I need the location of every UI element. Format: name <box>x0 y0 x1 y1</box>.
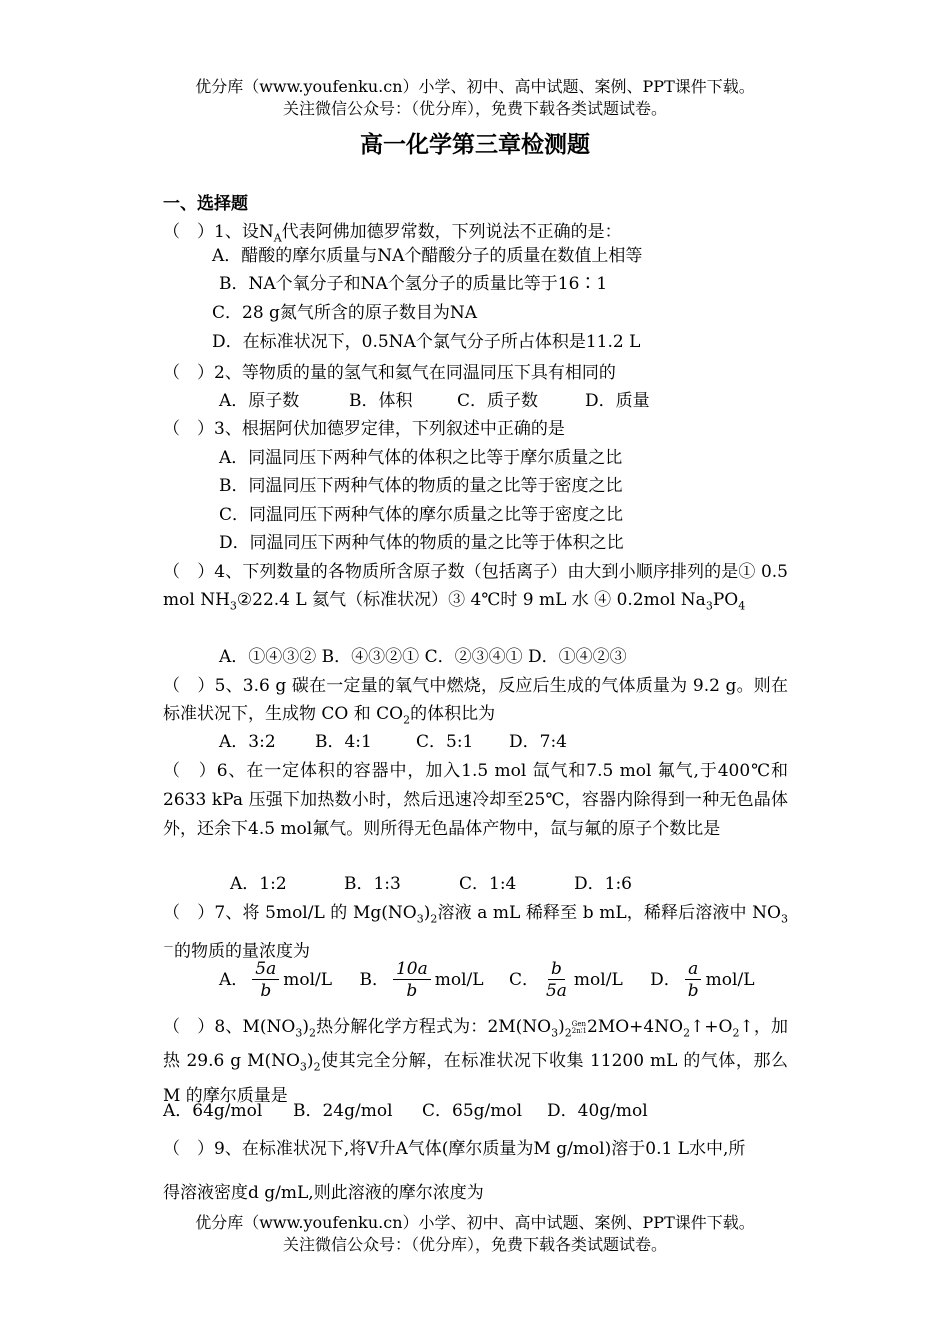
header-line-2: 关注微信公众号：（优分库），免费下载各类试题试卷。 <box>282 99 667 118</box>
question-6-option-d: D．1:6 <box>574 874 632 894</box>
question-6-option-b: B．1:3 <box>344 874 401 894</box>
question-8-option-a: A．64g/mol <box>163 1101 263 1121</box>
question-2-option-b: B．体积 <box>349 391 413 411</box>
question-9-line-2: 得溶液密度d g/mL,则此溶液的摩尔浓度为 <box>163 1183 484 1203</box>
question-9-line-1: （ ）9、在标准状况下,将V升A气体(摩尔质量为M g/mol)溶于0.1 L水中,所 <box>163 1139 746 1159</box>
question-6-option-a: A．1:2 <box>230 874 287 894</box>
question-2-option-a: A．原子数 <box>219 391 300 411</box>
question-5-option-d: D．7:4 <box>509 732 567 752</box>
question-3-option-d: D．同温同压下两种气体的物质的量之比等于体积之比 <box>219 533 624 553</box>
fraction-c: $\frac{b}{5a}$ <box>545 959 567 1001</box>
question-3-option-b: B．同温同压下两种气体的物质的量之比等于密度之比 <box>219 476 623 496</box>
question-1-option-b: B．NA个氧分子和NA个氢分子的质量比等于16∶1 <box>219 274 608 294</box>
question-7-option-d: D． $\frac{a}{b}$ mol/L <box>650 959 755 1001</box>
question-6-option-c: C．1:4 <box>459 874 517 894</box>
question-2-option-d: D．质量 <box>585 391 650 411</box>
question-1-option-a: A．醋酸的摩尔质量与NA个醋酸分子的质量在数值上相等 <box>212 246 643 266</box>
question-7-option-b: B． $\frac{10a}{b}$ mol/L <box>359 959 484 1001</box>
fraction-d: $\frac{a}{b}$ <box>685 959 702 1002</box>
question-1-option-c: C．28 g氮气所含的原子数目为NA <box>212 303 478 323</box>
question-4-options: A．①④③② B．④③②① C．②③④① D．①④②③ <box>219 647 627 667</box>
question-1-stem: （ ）1、设$N_A$代表阿佛加德罗常数，下列说法不正确的是： <box>163 222 622 245</box>
question-8-option-d: D．40g/mol <box>547 1101 648 1121</box>
page-title: 高一化学第三章检测题 <box>360 131 590 158</box>
question-1-option-d: D．在标准状况下，0.5NA个氯气分子所占体积是11.2 L <box>212 332 641 352</box>
question-7-options <box>219 958 754 1002</box>
question-5-option-c: C．5:1 <box>416 732 474 752</box>
fraction-b: $\frac{10a}{b}$ <box>393 959 431 1002</box>
question-2-option-c: C．质子数 <box>457 391 539 411</box>
question-3-stem: （ ）3、根据阿伏加德罗定律，下列叙述中正确的是 <box>163 419 565 439</box>
footer-line-2: 关注微信公众号：（优分库），免费下载各类试题试卷。 <box>282 1235 667 1254</box>
question-8-option-c: C．65g/mol <box>422 1101 523 1121</box>
question-4-stem: （ ）4、下列数量的各物质所含原子数（包括离子）由大到小顺序排列的是① 0.5 mol $NH_3②22.4$ L 氦气（标准状况）③ 4℃时 9 mL 水 ④ 0.2mol $Na_3PO_4$ <box>163 562 788 613</box>
section-heading: 一、选择题 <box>163 194 248 214</box>
question-7-option-c: C． $\frac{b}{5a}$ mol/L <box>508 959 623 1001</box>
question-3-option-c: C．同温同压下两种气体的摩尔质量之比等于密度之比 <box>219 505 624 525</box>
fraction-a: $\frac{5a}{b}$ <box>252 959 279 1002</box>
reaction-condition: Gen 2n∶1 <box>571 1019 588 1035</box>
question-7-stem: （ ）7、将 5mol/L 的 $Mg(NO_3)_2$溶液 a mL 稀释至 b mL，稀释后溶液中 $NO_3^-$的物质的量浓度为 <box>163 903 788 963</box>
question-8-stem: （ ）8、$M(NO_3)_2$热分解化学方程式为：$2M(NO_3)_2$ Gen 2n∶1 $2MO+4NO_2↑+O_2↑$，加热 29.6 g $M(NO_3)_2$使其完全分解，在标准状况下收集 11200 mL 的气体，那么 M 的摩尔质量是 <box>163 1017 789 1106</box>
question-8-option-b: B．24g/mol <box>293 1101 393 1121</box>
question-6-stem: （ ）6、在一定体积的容器中，加入1.5 mol 氙气和7.5 mol 氟气,于400℃和2633 kPa 压强下加热数小时，然后迅速冷却至25℃，容器内除得到一种无色晶体外，还余下4.5 mol氟气。则所得无色晶体产物中，氙与氟的原子个数比是 <box>163 761 788 839</box>
question-3-option-a: A．同温同压下两种气体的体积之比等于摩尔质量之比 <box>219 448 623 468</box>
question-5-stem: （ ）5、3.6 g 碳在一定量的氧气中燃烧，反应后生成的气体质量为 9.2 g。则在标准状况下，生成物 CO 和 $CO_2$的体积比为 <box>163 676 788 727</box>
question-5-option-a: A．3:2 <box>219 732 276 752</box>
question-7-option-a: A． $\frac{5a}{b}$ mol/L <box>219 959 333 1001</box>
footer-line-1: 优分库（www.youfenku.cn）小学、初中、高中试题、案例、PPT课件下载。 <box>195 1213 755 1232</box>
question-5-option-b: B．4:1 <box>315 732 372 752</box>
header-line-1: 优分库（www.youfenku.cn）小学、初中、高中试题、案例、PPT课件下载。 <box>195 77 755 96</box>
question-2-stem: （ ）2、等物质的量的氢气和氦气在同温同压下具有相同的 <box>163 363 616 383</box>
